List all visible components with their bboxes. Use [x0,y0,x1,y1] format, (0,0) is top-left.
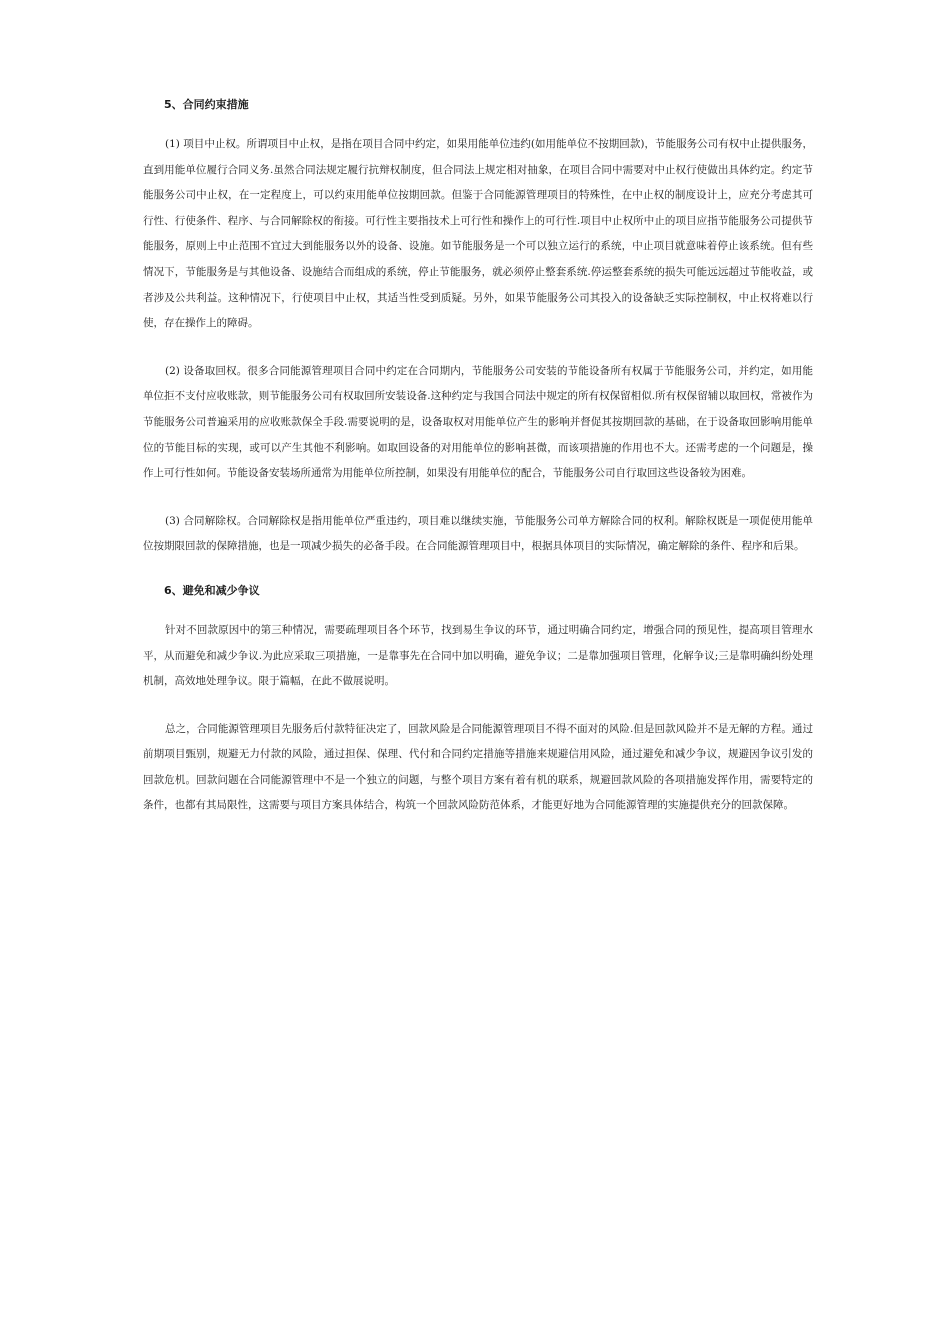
section-6-heading: 6、避免和减少争议 [164,583,260,597]
spacer [143,114,813,132]
spacer [143,337,813,359]
paragraph-equipment-retrieval-right: (2) 设备取回权。很多合同能源管理项目合同中约定在合同期内，节能服务公司安装的节能设备所有权属于节能服务公司，并约定，如用能单位拒不支付应收账款，则节能服务公司有权取回所安装设备.这种约定与我国合同法中规定的所有权保留相似.所有权保留辅以取回权，常被作为节能服务公司普遍采用的应收账款保全手段.需要说明的是，设备取权对用能单位产生的影响并督促其按期回款的基础，在于设备取回影响用能单位的节能目标的实现，或可以产生其他不利影响。如取回设备的对用能单位的影响甚微，而该项措施的作用也不大。还需考虑的一个问题是，操作上可行性如何。节能设备安装场所通常为用能单位所控制，如果没有用能单位的配合，节能服务公司自行取回这些设备较为困难。 [143,364,813,480]
spacer [143,695,813,717]
spacer [143,487,813,509]
spacer [143,600,813,618]
section-5-heading: 5、合同约束措施 [164,98,249,111]
paragraph-conclusion: 总之，合同能源管理项目先服务后付款特征决定了，回款风险是合同能源管理项目不得不面对的风险.但是回款风险并不是无解的方程。通过前期项目甄别，规避无力付款的风险，通过担保、保理、代付和合同约定措施等措施来规避信用风险，通过避免和减少争议，规避因争议引发的回款危机。回款问题在合同能源管理中不是一个独立的问题，与整个项目方案有着有机的联系，规避回款风险的各项措施发挥作用，需要特定的条件，也都有其局限性，这需要与项目方案具体结合，构筑一个回款风险防范体系，才能更好地为合同能源管理的实施提供充分的回款保障。 [143,722,813,812]
paragraph-avoid-disputes: 针对不回款原因中的第三种情况，需要疏理项目各个环节，找到易生争议的环节，通过明确合同约定，增强合同的预见性，提高项目管理水平，从而避免和减少争议.为此应采取三项措施，一是靠事先在合同中加以明确，避免争议；二是靠加强项目管理，化解争议;三是靠明确纠纷处理机制，高效地处理争议。限于篇幅，在此不做展说明。 [143,623,813,688]
paragraph-contract-termination-right: (3) 合同解除权。合同解除权是指用能单位严重违约，项目难以继续实施，节能服务公司单方解除合同的权利。解除权既是一项促使用能单位按期限回款的保障措施，也是一项减少损失的必备手段。在合同能源管理项目中，根据具体项目的实际情况，确定解除的条件、程序和后果。 [143,514,813,553]
spacer [143,560,813,582]
paragraph-suspension-right: (1) 项目中止权。所谓项目中止权，是指在项目合同中约定，如果用能单位违约(如用能单位不按期回款)，节能服务公司有权中止提供服务，直到用能单位履行合同义务.虽然合同法规定履行抗辩权制度，但合同法上规定相对抽象，在项目合同中需要对中止权行使做出具体约定。约定节能服务公司中止权，在一定程度上，可以约束用能单位按期回款。但鉴于合同能源管理项目的特殊性，在中止权的制度设计上，应充分考虑其可行性、行使条件、程序、与合同解除权的衔接。可行性主要指技术上可行性和操作上的可行性.项目中止权所中止的项目应指节能服务公司提供节能服务，原则上中止范围不宜过大到能服务以外的设备、设施。如节能服务是一个可以独立运行的系统，中止项目就意味着停止该系统。但有些情况下，节能服务是与其他设备、设施结合而组成的系统，停止节能服务，就必须停止整套系统.停运整套系统的损失可能远远超过节能收益，或者涉及公共利益。这种情况下，行使项目中止权，其适当性受到质疑。另外，如果节能服务公司其投入的设备缺乏实际控制权，中止权将难以行使，存在操作上的障碍。 [143,138,813,330]
document-page [143,96,813,819]
